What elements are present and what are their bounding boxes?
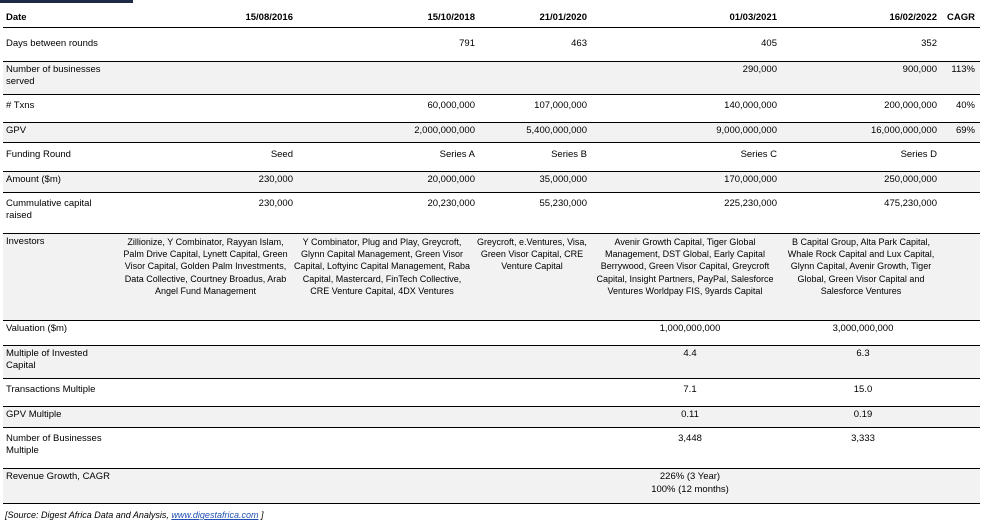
- value-cell: 170,000,000: [724, 174, 777, 185]
- row-label: Cummulative capital raised: [6, 198, 92, 221]
- gpv-multiple-row: [3, 406, 980, 428]
- value-cell: 7.1: [683, 384, 697, 395]
- value-cell: 3,448: [678, 433, 702, 444]
- businesses-multiple-row: [3, 431, 980, 465]
- investors-row: [3, 233, 980, 321]
- value-cell: 15.0: [853, 384, 873, 395]
- investors-series-d: B Capital Group, Alta Park Capital, Whale Rock Capital and Lux Capital, Glynn Capital, Avenir Growth, Tiger Global, Green Visor Capital and Salesforce Ventures: [787, 237, 935, 296]
- value-cell: 1,000,000,000: [659, 323, 721, 334]
- value-cell: 2,000,000,000: [414, 125, 475, 136]
- value-cell: 900,000: [902, 64, 937, 75]
- txns-row: [3, 98, 980, 120]
- value-cell: Series D: [900, 149, 937, 160]
- cagr-cell: 113%: [951, 64, 975, 75]
- investors-series-b: Greycroft, e.Ventures, Visa, Green Visor Capital, CRE Venture Capital: [477, 237, 587, 272]
- businesses-served-row: [3, 61, 980, 95]
- value-cell: 463: [571, 38, 587, 49]
- value-cell: 60,000,000: [427, 100, 475, 111]
- value-cell: 3,333: [851, 433, 875, 444]
- investors-series-c: Avenir Growth Capital, Tiger Global Management, DST Global, Early Capital Berrywood, Green Visor Capital, Greycroft Capital, Insight Partners, PayPal, Salesforce Ventures Worldpay FIS, 9yards Capital: [596, 237, 774, 296]
- value-cell: 250,000,000: [884, 174, 937, 185]
- row-label: Funding Round: [6, 149, 71, 160]
- transactions-multiple-row: [3, 382, 980, 404]
- date-2020: 21/01/2020: [539, 12, 587, 23]
- row-label: GPV Multiple: [6, 409, 62, 420]
- value-cell: 107,000,000: [534, 100, 587, 111]
- multiple-invested-row: [3, 345, 980, 379]
- source-note: [5, 509, 263, 521]
- revenue-growth-row: [3, 468, 980, 504]
- cagr-header: CAGR: [947, 12, 975, 23]
- value-cell: 3,000,000,000: [832, 323, 894, 334]
- value-cell: Series A: [439, 149, 475, 160]
- date-label: Date: [6, 12, 27, 23]
- row-label: Valuation ($m): [6, 323, 68, 334]
- value-cell: Seed: [270, 149, 293, 160]
- value-cell: 475,230,000: [884, 198, 937, 209]
- value-cell: 0.11: [681, 409, 699, 420]
- value-cell: 20,230,000: [427, 198, 475, 209]
- investors-series-a: Y Combinator, Plug and Play, Greycroft, Glynn Capital Management, Green Visor Capital, Loftyinc Capital Management, Raba Capital, Mastercard, FinTech Collective, CRE Venture Capital, 4DX Ventures: [293, 237, 471, 296]
- cumulative-capital-row: [3, 196, 980, 230]
- value-cell: 0.19: [853, 409, 873, 420]
- value-cell: 352: [921, 38, 937, 49]
- row-label: Amount ($m): [6, 174, 61, 185]
- value-cell: 140,000,000: [724, 100, 777, 111]
- valuation-row: [3, 321, 980, 345]
- row-label: GPV: [6, 125, 27, 136]
- date-2016: 15/08/2016: [245, 12, 293, 23]
- value-cell: 200,000,000: [884, 100, 937, 111]
- days-between-rounds-row: [3, 36, 980, 58]
- value-cell: Series B: [551, 149, 587, 160]
- value-cell: Series C: [740, 149, 777, 160]
- value-cell: 4.4: [683, 348, 697, 359]
- row-label: Number of Businesses Multiple: [6, 433, 102, 456]
- row-label: Revenue Growth, CAGR: [6, 471, 111, 482]
- value-cell: 791: [459, 38, 475, 49]
- cagr-cell: 40%: [955, 100, 975, 111]
- header-row: [3, 10, 980, 28]
- value-cell: 405: [761, 38, 777, 49]
- value-cell: 230,000: [258, 174, 293, 185]
- value-cell: 35,000,000: [539, 174, 587, 185]
- row-label: Number of businesses served: [6, 64, 101, 87]
- row-label: Days between rounds: [6, 38, 98, 49]
- value-cell: 6.3: [856, 348, 870, 359]
- header-accent-bar: [0, 0, 133, 3]
- date-2018: 15/10/2018: [427, 12, 475, 23]
- funding-round-row: [3, 147, 980, 169]
- value-cell: 55,230,000: [539, 198, 587, 209]
- source-suffix: ]: [258, 510, 264, 520]
- row-label: # Txns: [6, 100, 35, 111]
- value-cell: 230,000: [258, 198, 293, 209]
- row-label: Multiple of Invested Capital: [6, 348, 88, 371]
- row-label: Investors: [6, 236, 45, 247]
- value-cell: 20,000,000: [427, 174, 475, 185]
- revenue-growth-12m: 100% (12 months): [651, 484, 729, 495]
- date-2022: 16/02/2022: [889, 12, 937, 23]
- gpv-row: [3, 122, 980, 143]
- investors-seed: Zillionize, Y Combinator, Rayyan Islam, Palm Drive Capital, Lynett Capital, Green Visor Capital, Golden Palm Investments, Data Collective, Courtney Broadus, Arab Angel Fund Management: [123, 237, 288, 296]
- value-cell: 5,400,000,000: [526, 125, 587, 136]
- source-link[interactable]: www.digestafrica.com: [171, 510, 259, 520]
- cagr-cell: 69%: [955, 125, 975, 136]
- value-cell: 16,000,000,000: [870, 125, 937, 136]
- value-cell: 9,000,000,000: [716, 125, 777, 136]
- source-prefix: [Source: Digest Africa Data and Analysis,: [5, 510, 172, 520]
- date-2021: 01/03/2021: [729, 12, 777, 23]
- amount-row: [3, 171, 980, 193]
- value-cell: 225,230,000: [724, 198, 777, 209]
- row-label: Transactions Multiple: [6, 384, 96, 395]
- value-cell: 290,000: [742, 64, 777, 75]
- revenue-growth-3yr: 226% (3 Year): [659, 471, 721, 482]
